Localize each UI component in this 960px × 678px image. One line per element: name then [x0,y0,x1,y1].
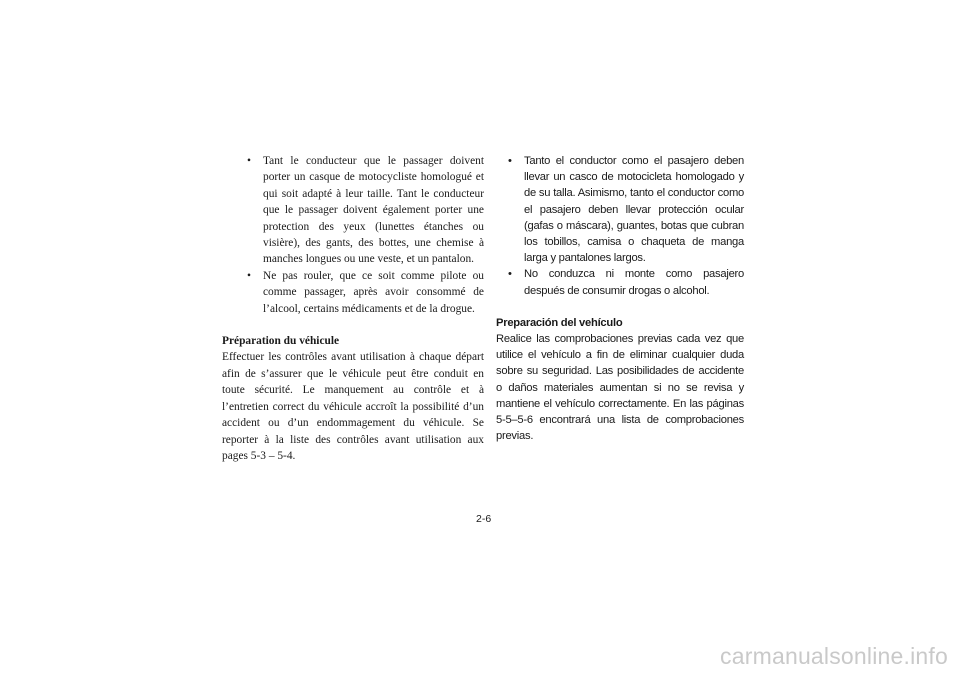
french-paragraph: Effectuer les contrôles avant utilisation à chaque départ afin de s’assurer que le véhicule peut être conduit en toute sécurité. Le manquement au contrôle et à l’entretien correct du véhicule accroît la possibilité d’un accident ou d’un endommagement du véhicule. Se reporter à la liste des contrôles avant utilisation aux pages 5-3 – 5-4. [222,351,484,462]
french-section-heading: Préparation du véhicule [222,335,340,348]
spanish-column [496,153,744,444]
bullet-text: No conduzca ni monte como pasajero después de consumir drogas o alcohol. [524,268,744,297]
list-item [496,266,744,298]
bullet-glyph: • [508,155,512,167]
bullet-text: Ne pas rouler, que ce soit comme pilote ou comme passager, après avoir consommé de l’alcool, certains médicaments et de la drogue. [263,269,484,315]
watermark: carmanualsonline.info [720,643,948,669]
bullet-glyph: • [247,269,251,282]
spanish-section-heading: Preparación del vehículo [496,316,623,329]
bullet-glyph: • [508,268,512,281]
french-bullet-list [222,153,484,317]
bullet-glyph: • [247,155,251,167]
bullet-text: Tant le conducteur que le passager doivent porter un casque de motocycliste homologué et qui soit adapté à leur taille. Tant le conducteur que le passager doivent également porter une protection des yeux (lunettes étanches ou visière), des gants, des bottes, une chemise à manches longues ou une veste, et un pantalon. [263,155,484,266]
spanish-paragraph: Realice las comprobaciones previas cada vez que utilice el vehículo a fin de eliminar cualquier duda sobre su seguridad. Las posibilidades de accidente o daños materiales aumentan si no se revisa y mantiene el vehículo correctamente. En las páginas 5-5–5-6 encontrará una lista de comprobaciones previas. [496,333,744,443]
list-item [222,153,484,268]
bullet-text: Tanto el conductor como el pasajero deben llevar un casco de motocicleta homologado y de su talla. Asimismo, tanto el conductor como el pasajero deben llevar protección ocular (gafas o máscara), guantes, botas que cubran los tobillos, camisa o chaqueta de manga larga y pantalones largos. [524,155,744,265]
french-column [222,153,484,464]
page-number: 2-6 [476,513,492,525]
spanish-bullet-list [496,153,744,299]
list-item [222,268,484,317]
list-item [496,153,744,266]
